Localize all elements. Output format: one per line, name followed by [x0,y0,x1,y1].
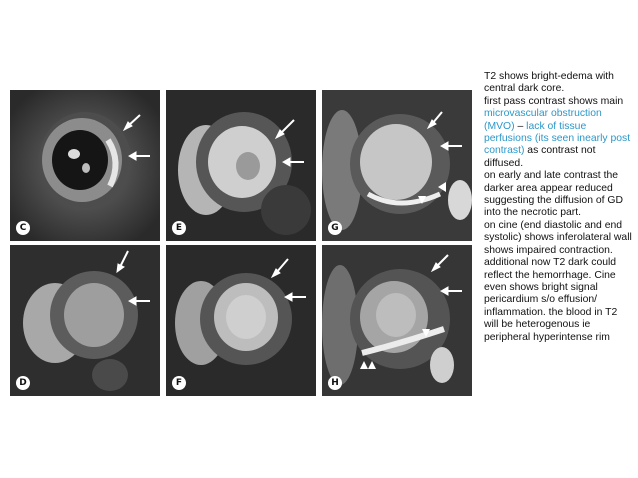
mri-panel-g [322,90,472,241]
mri-image-h [322,245,472,396]
mri-image-f [166,245,316,396]
mri-image-c [10,90,160,241]
panel-letter: H [328,376,342,390]
caption-text-span: – [514,120,527,132]
mri-panel-e [166,90,316,241]
mri-panel-c [10,90,160,241]
caption-hemorrhage-note: additional now T2 dark could reflect the hemorrhage. Cine even shows bright signal pericardium s/o effusion/ inflammation. the blood in T2 will be heterogenous ie peripheral hyperintense rim [484,257,618,343]
caption-t2-note: T2 shows bright-edema with central dark core. [484,71,614,95]
caption-first-pass-note [484,96,634,170]
panel-letter: E [172,221,186,235]
mri-panel-h [322,245,472,396]
caption-highlight: lack of tissue perfusions (its seen inearly post contrast) [484,120,631,157]
panel-letter: C [16,221,30,235]
mri-panel-f [166,245,316,396]
caption-late-contrast-note: on early and late contrast the darker area appear reduced suggesting the diffusion of GD into the necrotic part. [484,170,624,219]
caption-cine-note: on cine (end diastolic and end systolic) shows inferolateral wall shows impaired contraction. [484,219,632,256]
caption-text-span: as contrast not diffused. [484,145,596,169]
caption-text-span: first pass contrast shows main [484,95,624,107]
mri-image-d [10,245,160,396]
mri-image-e [166,90,316,241]
panel-letter: D [16,376,30,390]
mri-image-g [322,90,472,241]
caption-highlight: microvascular obstruction (MVO) [484,108,602,132]
mri-panel-d [10,245,160,396]
caption-text [484,71,634,344]
panel-letter: F [172,376,186,390]
mri-figure [10,90,472,396]
panel-letter: G [328,221,342,235]
